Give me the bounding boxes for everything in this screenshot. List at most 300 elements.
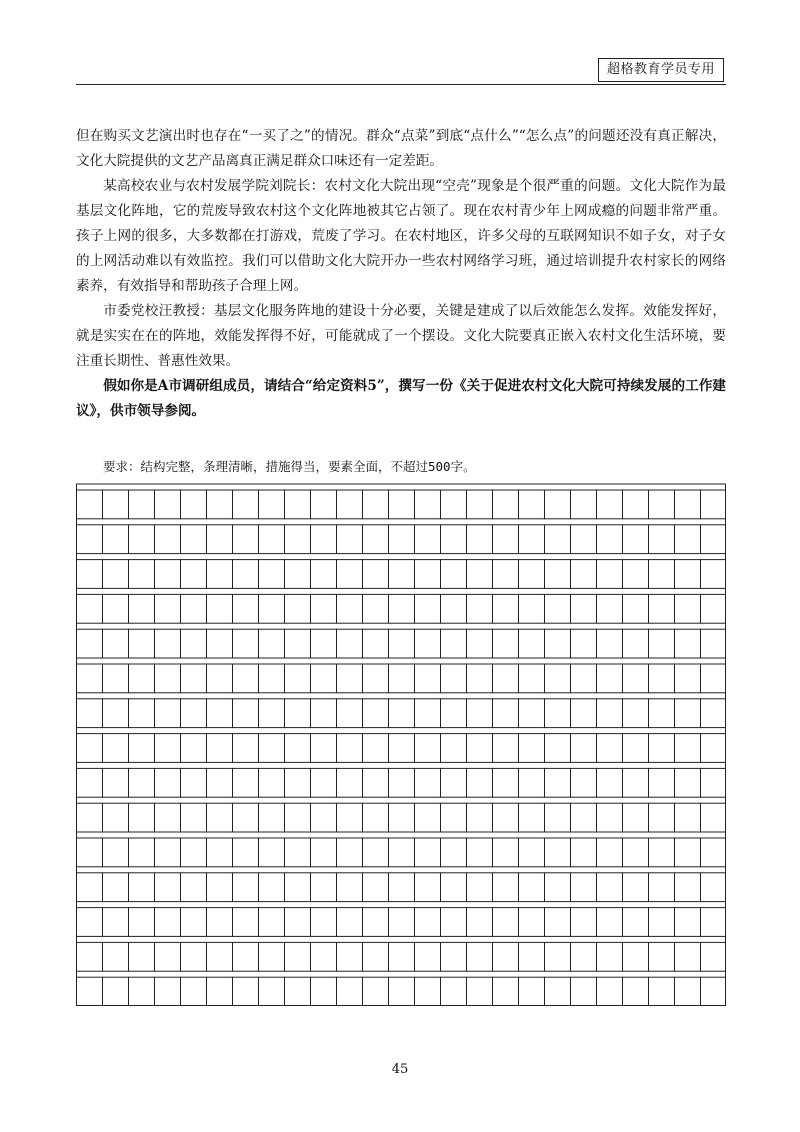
grid-cell[interactable] [129, 594, 155, 623]
grid-cell[interactable] [571, 768, 597, 797]
grid-cell[interactable] [259, 560, 285, 589]
grid-cell[interactable] [675, 768, 701, 797]
grid-cell[interactable] [415, 977, 441, 1006]
grid-cell[interactable] [311, 525, 337, 554]
grid-cell[interactable] [311, 699, 337, 728]
grid-cell[interactable] [493, 629, 519, 658]
grid-cell[interactable] [103, 699, 129, 728]
grid-cell[interactable] [363, 768, 389, 797]
grid-cell[interactable] [259, 942, 285, 971]
grid-cell[interactable] [545, 525, 571, 554]
grid-cell[interactable] [233, 629, 259, 658]
grid-cell[interactable] [233, 977, 259, 1006]
grid-cell[interactable] [285, 734, 311, 763]
grid-cell[interactable] [493, 768, 519, 797]
grid-cell[interactable] [623, 594, 649, 623]
grid-cell[interactable] [103, 838, 129, 867]
grid-cell[interactable] [77, 977, 103, 1006]
grid-cell[interactable] [597, 629, 623, 658]
grid-row[interactable] [77, 490, 727, 519]
grid-cell[interactable] [207, 768, 233, 797]
grid-cell[interactable] [623, 525, 649, 554]
grid-cell[interactable] [441, 734, 467, 763]
grid-cell[interactable] [311, 977, 337, 1006]
grid-cell[interactable] [155, 768, 181, 797]
grid-cell[interactable] [129, 873, 155, 902]
grid-cell[interactable] [467, 490, 493, 519]
grid-cell[interactable] [285, 560, 311, 589]
grid-cell[interactable] [103, 768, 129, 797]
grid-cell[interactable] [571, 734, 597, 763]
grid-cell[interactable] [259, 664, 285, 693]
grid-cell[interactable] [649, 490, 675, 519]
grid-cell[interactable] [337, 838, 363, 867]
grid-cell[interactable] [129, 942, 155, 971]
grid-cell[interactable] [519, 490, 545, 519]
grid-cell[interactable] [129, 664, 155, 693]
grid-cell[interactable] [207, 908, 233, 937]
grid-cell[interactable] [623, 908, 649, 937]
grid-cell[interactable] [519, 664, 545, 693]
grid-cell[interactable] [389, 699, 415, 728]
grid-cell[interactable] [545, 942, 571, 971]
grid-cell[interactable] [675, 734, 701, 763]
grid-cell[interactable] [675, 490, 701, 519]
grid-cell[interactable] [285, 629, 311, 658]
grid-cell[interactable] [701, 699, 727, 728]
grid-cell[interactable] [545, 803, 571, 832]
grid-cell[interactable] [285, 699, 311, 728]
grid-cell[interactable] [519, 768, 545, 797]
grid-cell[interactable] [337, 490, 363, 519]
grid-cell[interactable] [259, 490, 285, 519]
grid-cell[interactable] [389, 525, 415, 554]
grid-row[interactable] [77, 803, 727, 832]
grid-cell[interactable] [129, 734, 155, 763]
grid-cell[interactable] [181, 525, 207, 554]
grid-cell[interactable] [597, 768, 623, 797]
grid-cell[interactable] [441, 490, 467, 519]
grid-cell[interactable] [337, 873, 363, 902]
grid-cell[interactable] [103, 908, 129, 937]
grid-cell[interactable] [441, 873, 467, 902]
grid-cell[interactable] [181, 942, 207, 971]
grid-row[interactable] [77, 977, 727, 1006]
grid-cell[interactable] [493, 560, 519, 589]
grid-cell[interactable] [337, 908, 363, 937]
grid-cell[interactable] [415, 525, 441, 554]
grid-cell[interactable] [623, 873, 649, 902]
grid-cell[interactable] [207, 525, 233, 554]
grid-cell[interactable] [441, 699, 467, 728]
grid-cell[interactable] [311, 942, 337, 971]
grid-cell[interactable] [233, 525, 259, 554]
grid-cell[interactable] [77, 560, 103, 589]
grid-cell[interactable] [597, 942, 623, 971]
grid-cell[interactable] [181, 803, 207, 832]
grid-cell[interactable] [103, 594, 129, 623]
grid-cell[interactable] [441, 803, 467, 832]
grid-cell[interactable] [519, 838, 545, 867]
grid-cell[interactable] [129, 768, 155, 797]
grid-cell[interactable] [467, 908, 493, 937]
grid-cell[interactable] [623, 838, 649, 867]
grid-cell[interactable] [181, 594, 207, 623]
grid-cell[interactable] [389, 490, 415, 519]
grid-cell[interactable] [649, 768, 675, 797]
grid-cell[interactable] [415, 664, 441, 693]
grid-cell[interactable] [519, 594, 545, 623]
grid-cell[interactable] [623, 977, 649, 1006]
grid-cell[interactable] [597, 838, 623, 867]
grid-cell[interactable] [155, 942, 181, 971]
grid-cell[interactable] [545, 768, 571, 797]
grid-cell[interactable] [129, 629, 155, 658]
grid-cell[interactable] [545, 560, 571, 589]
grid-cell[interactable] [701, 560, 727, 589]
grid-cell[interactable] [363, 942, 389, 971]
grid-cell[interactable] [623, 803, 649, 832]
grid-cell[interactable] [675, 908, 701, 937]
grid-cell[interactable] [103, 664, 129, 693]
grid-cell[interactable] [571, 594, 597, 623]
grid-cell[interactable] [389, 560, 415, 589]
grid-cell[interactable] [649, 560, 675, 589]
grid-cell[interactable] [259, 525, 285, 554]
grid-cell[interactable] [415, 699, 441, 728]
grid-cell[interactable] [415, 768, 441, 797]
grid-cell[interactable] [389, 768, 415, 797]
grid-cell[interactable] [233, 699, 259, 728]
grid-cell[interactable] [155, 838, 181, 867]
grid-cell[interactable] [155, 664, 181, 693]
grid-cell[interactable] [597, 490, 623, 519]
grid-cell[interactable] [467, 768, 493, 797]
grid-cell[interactable] [259, 803, 285, 832]
grid-cell[interactable] [363, 734, 389, 763]
grid-cell[interactable] [207, 629, 233, 658]
grid-cell[interactable] [207, 490, 233, 519]
grid-cell[interactable] [493, 803, 519, 832]
grid-cell[interactable] [493, 594, 519, 623]
grid-cell[interactable] [441, 664, 467, 693]
grid-cell[interactable] [155, 803, 181, 832]
grid-cell[interactable] [571, 525, 597, 554]
grid-row[interactable] [77, 838, 727, 867]
grid-cell[interactable] [441, 525, 467, 554]
grid-cell[interactable] [649, 629, 675, 658]
answer-grid[interactable] [76, 482, 726, 1006]
grid-cell[interactable] [389, 977, 415, 1006]
grid-cell[interactable] [701, 664, 727, 693]
grid-cell[interactable] [415, 908, 441, 937]
grid-row[interactable] [77, 908, 727, 937]
grid-row[interactable] [77, 734, 727, 763]
grid-cell[interactable] [649, 873, 675, 902]
grid-cell[interactable] [259, 977, 285, 1006]
grid-cell[interactable] [441, 838, 467, 867]
grid-cell[interactable] [467, 629, 493, 658]
grid-cell[interactable] [337, 977, 363, 1006]
grid-cell[interactable] [441, 977, 467, 1006]
grid-cell[interactable] [389, 942, 415, 971]
grid-cell[interactable] [181, 768, 207, 797]
grid-cell[interactable] [493, 525, 519, 554]
grid-cell[interactable] [233, 664, 259, 693]
grid-cell[interactable] [545, 699, 571, 728]
grid-cell[interactable] [77, 838, 103, 867]
grid-cell[interactable] [545, 838, 571, 867]
grid-cell[interactable] [233, 873, 259, 902]
grid-cell[interactable] [571, 560, 597, 589]
grid-cell[interactable] [493, 664, 519, 693]
grid-cell[interactable] [571, 664, 597, 693]
grid-cell[interactable] [571, 977, 597, 1006]
grid-cell[interactable] [233, 768, 259, 797]
grid-cell[interactable] [467, 838, 493, 867]
grid-cell[interactable] [311, 908, 337, 937]
grid-cell[interactable] [207, 977, 233, 1006]
grid-cell[interactable] [649, 594, 675, 623]
grid-cell[interactable] [207, 942, 233, 971]
grid-cell[interactable] [311, 629, 337, 658]
grid-cell[interactable] [285, 768, 311, 797]
grid-cell[interactable] [519, 873, 545, 902]
grid-cell[interactable] [207, 560, 233, 589]
grid-cell[interactable] [649, 734, 675, 763]
grid-cell[interactable] [649, 838, 675, 867]
grid-cell[interactable] [259, 873, 285, 902]
grid-cell[interactable] [597, 525, 623, 554]
grid-cell[interactable] [285, 803, 311, 832]
grid-cell[interactable] [285, 873, 311, 902]
grid-cell[interactable] [363, 525, 389, 554]
grid-cell[interactable] [311, 803, 337, 832]
grid-cell[interactable] [623, 768, 649, 797]
grid-cell[interactable] [441, 908, 467, 937]
grid-cell[interactable] [207, 734, 233, 763]
grid-cell[interactable] [155, 873, 181, 902]
grid-cell[interactable] [597, 664, 623, 693]
grid-cell[interactable] [519, 977, 545, 1006]
grid-cell[interactable] [363, 873, 389, 902]
grid-cell[interactable] [77, 803, 103, 832]
grid-cell[interactable] [623, 699, 649, 728]
grid-cell[interactable] [337, 525, 363, 554]
grid-cell[interactable] [129, 699, 155, 728]
grid-cell[interactable] [649, 908, 675, 937]
grid-cell[interactable] [571, 803, 597, 832]
grid-cell[interactable] [363, 803, 389, 832]
grid-cell[interactable] [545, 664, 571, 693]
grid-cell[interactable] [259, 768, 285, 797]
grid-cell[interactable] [103, 560, 129, 589]
grid-cell[interactable] [129, 560, 155, 589]
grid-cell[interactable] [597, 977, 623, 1006]
grid-cell[interactable] [207, 594, 233, 623]
grid-cell[interactable] [623, 664, 649, 693]
grid-cell[interactable] [415, 873, 441, 902]
grid-cell[interactable] [467, 942, 493, 971]
grid-cell[interactable] [441, 629, 467, 658]
grid-cell[interactable] [337, 803, 363, 832]
grid-cell[interactable] [545, 629, 571, 658]
grid-cell[interactable] [441, 942, 467, 971]
grid-cell[interactable] [493, 908, 519, 937]
grid-cell[interactable] [597, 560, 623, 589]
grid-cell[interactable] [571, 908, 597, 937]
grid-cell[interactable] [103, 942, 129, 971]
grid-cell[interactable] [493, 873, 519, 902]
grid-cell[interactable] [701, 942, 727, 971]
grid-cell[interactable] [675, 699, 701, 728]
grid-cell[interactable] [155, 560, 181, 589]
grid-cell[interactable] [675, 977, 701, 1006]
grid-cell[interactable] [155, 734, 181, 763]
grid-cell[interactable] [103, 734, 129, 763]
grid-cell[interactable] [675, 803, 701, 832]
grid-cell[interactable] [441, 560, 467, 589]
grid-cell[interactable] [311, 560, 337, 589]
grid-cell[interactable] [155, 594, 181, 623]
grid-cell[interactable] [77, 594, 103, 623]
grid-cell[interactable] [363, 560, 389, 589]
grid-cell[interactable] [545, 594, 571, 623]
grid-cell[interactable] [415, 490, 441, 519]
grid-cell[interactable] [493, 977, 519, 1006]
grid-cell[interactable] [207, 699, 233, 728]
grid-cell[interactable] [415, 803, 441, 832]
grid-cell[interactable] [311, 490, 337, 519]
grid-cell[interactable] [233, 490, 259, 519]
grid-cell[interactable] [181, 699, 207, 728]
grid-cell[interactable] [649, 664, 675, 693]
grid-cell[interactable] [519, 734, 545, 763]
grid-cell[interactable] [623, 942, 649, 971]
grid-cell[interactable] [571, 699, 597, 728]
grid-cell[interactable] [233, 734, 259, 763]
grid-cell[interactable] [77, 734, 103, 763]
grid-cell[interactable] [389, 838, 415, 867]
grid-cell[interactable] [675, 873, 701, 902]
grid-cell[interactable] [389, 908, 415, 937]
grid-cell[interactable] [597, 594, 623, 623]
grid-cell[interactable] [493, 838, 519, 867]
grid-cell[interactable] [415, 629, 441, 658]
grid-cell[interactable] [519, 942, 545, 971]
grid-cell[interactable] [519, 908, 545, 937]
grid-row[interactable] [77, 942, 727, 971]
grid-cell[interactable] [545, 977, 571, 1006]
grid-cell[interactable] [337, 734, 363, 763]
grid-cell[interactable] [493, 490, 519, 519]
grid-cell[interactable] [441, 768, 467, 797]
grid-cell[interactable] [129, 977, 155, 1006]
grid-cell[interactable] [675, 594, 701, 623]
grid-cell[interactable] [467, 664, 493, 693]
grid-cell[interactable] [181, 490, 207, 519]
grid-cell[interactable] [623, 560, 649, 589]
grid-cell[interactable] [519, 629, 545, 658]
grid-cell[interactable] [675, 838, 701, 867]
grid-cell[interactable] [337, 664, 363, 693]
grid-cell[interactable] [181, 664, 207, 693]
grid-cell[interactable] [597, 699, 623, 728]
grid-cell[interactable] [337, 560, 363, 589]
grid-cell[interactable] [129, 490, 155, 519]
grid-cell[interactable] [155, 977, 181, 1006]
grid-cell[interactable] [623, 734, 649, 763]
grid-row[interactable] [77, 664, 727, 693]
grid-cell[interactable] [571, 490, 597, 519]
grid-cell[interactable] [389, 629, 415, 658]
grid-cell[interactable] [207, 803, 233, 832]
grid-cell[interactable] [519, 699, 545, 728]
grid-cell[interactable] [415, 838, 441, 867]
grid-cell[interactable] [519, 560, 545, 589]
grid-row[interactable] [77, 560, 727, 589]
grid-cell[interactable] [467, 734, 493, 763]
grid-cell[interactable] [363, 594, 389, 623]
grid-cell[interactable] [259, 838, 285, 867]
grid-cell[interactable] [571, 838, 597, 867]
grid-cell[interactable] [363, 629, 389, 658]
grid-cell[interactable] [337, 629, 363, 658]
grid-cell[interactable] [285, 594, 311, 623]
grid-cell[interactable] [311, 664, 337, 693]
grid-cell[interactable] [701, 873, 727, 902]
grid-cell[interactable] [155, 699, 181, 728]
grid-cell[interactable] [181, 977, 207, 1006]
grid-cell[interactable] [285, 490, 311, 519]
grid-cell[interactable] [311, 734, 337, 763]
grid-cell[interactable] [129, 838, 155, 867]
grid-cell[interactable] [285, 942, 311, 971]
grid-cell[interactable] [207, 664, 233, 693]
grid-cell[interactable] [129, 908, 155, 937]
grid-cell[interactable] [545, 490, 571, 519]
grid-cell[interactable] [545, 873, 571, 902]
grid-cell[interactable] [701, 525, 727, 554]
grid-cell[interactable] [701, 490, 727, 519]
grid-cell[interactable] [649, 977, 675, 1006]
grid-cell[interactable] [389, 664, 415, 693]
grid-cell[interactable] [77, 768, 103, 797]
grid-cell[interactable] [467, 560, 493, 589]
grid-cell[interactable] [311, 768, 337, 797]
grid-cell[interactable] [467, 525, 493, 554]
grid-cell[interactable] [311, 873, 337, 902]
grid-row[interactable] [77, 629, 727, 658]
grid-cell[interactable] [233, 942, 259, 971]
grid-cell[interactable] [597, 908, 623, 937]
grid-cell[interactable] [259, 908, 285, 937]
grid-cell[interactable] [415, 734, 441, 763]
grid-cell[interactable] [571, 873, 597, 902]
grid-cell[interactable] [77, 490, 103, 519]
grid-cell[interactable] [77, 908, 103, 937]
grid-cell[interactable] [519, 525, 545, 554]
grid-cell[interactable] [467, 873, 493, 902]
grid-cell[interactable] [311, 594, 337, 623]
grid-cell[interactable] [467, 977, 493, 1006]
grid-cell[interactable] [181, 629, 207, 658]
grid-cell[interactable] [701, 629, 727, 658]
grid-cell[interactable] [415, 942, 441, 971]
grid-cell[interactable] [415, 560, 441, 589]
grid-cell[interactable] [389, 734, 415, 763]
grid-cell[interactable] [701, 838, 727, 867]
